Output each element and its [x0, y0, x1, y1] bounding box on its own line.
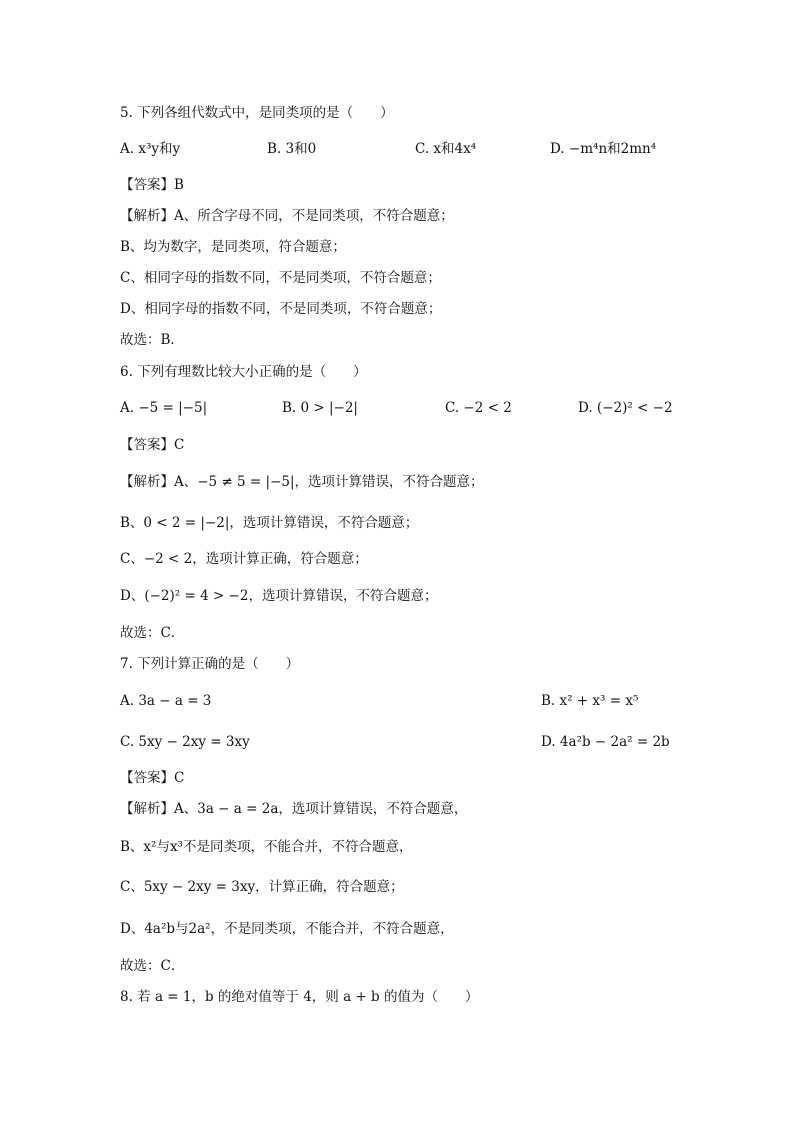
q5-option-c: C. x和4x⁴: [415, 141, 477, 157]
q7-option-c: C. 5xy − 2xy = 3xy: [120, 734, 250, 750]
q7-option-a: A. 3a − a = 3: [120, 693, 212, 709]
q7-stem: 7. 下列计算正确的是（ ）: [120, 656, 300, 672]
q5-analysis-d: D、相同字母的指数不同，不是同类项，不符合题意；: [120, 301, 442, 317]
q6-answer: 【答案】C: [120, 437, 185, 453]
q6-option-b: B. 0 > |−2|: [282, 400, 358, 416]
q5-conclusion: 故选：B．: [120, 332, 184, 348]
q7-answer: 【答案】C: [120, 770, 185, 786]
q5-analysis-b: B、均为数字，是同类项，符合题意；: [120, 239, 346, 255]
q7-analysis-d: D、4a²b与2a²，不是同类项，不能合并，不符合题意，: [120, 921, 454, 937]
q5-analysis-a: 【解析】A、所含字母不同，不是同类项，不符合题意；: [120, 208, 454, 224]
q6-stem: 6. 下列有理数比较大小正确的是（ ）: [120, 364, 367, 380]
q7-analysis-b: B、x²与x³不是同类项，不能合并，不符合题意，: [120, 839, 413, 855]
q6-option-a: A. −5 = |−5|: [120, 400, 208, 416]
q6-analysis-d: D、(−2)² = 4 > −2，选项计算错误，不符合题意；: [120, 588, 438, 604]
q7-conclusion: 故选：C．: [120, 958, 185, 974]
q7-option-b: B. x² + x³ = x⁵: [541, 693, 639, 709]
q5-option-a: A. x³y和y: [120, 141, 181, 157]
q5-answer: 【答案】B: [120, 177, 184, 193]
q6-option-d: D. (−2)² < −2: [578, 400, 673, 416]
q5-analysis-c: C、相同字母的指数不同，不是同类项，不符合题意；: [120, 270, 441, 286]
q6-conclusion: 故选：C．: [120, 625, 185, 641]
q6-analysis-c: C、−2 < 2，选项计算正确，符合题意；: [120, 551, 368, 567]
q5-option-b: B. 3和0: [267, 141, 317, 157]
q8-stem: 8. 若 a = 1，b 的绝对值等于 4，则 a + b 的值为（ ）: [120, 989, 479, 1005]
q6-analysis-b: B、0 < 2 = |−2|，选项计算错误，不符合题意；: [120, 515, 419, 531]
q5-stem: 5. 下列各组代数式中，是同类项的是（ ）: [120, 105, 394, 121]
q7-option-d: D. 4a²b − 2a² = 2b: [541, 734, 670, 750]
q6-analysis-a: 【解析】A、−5 ≠ 5 = |−5|，选项计算错误，不符合题意；: [120, 474, 484, 490]
q5-option-d: D. −m⁴n和2mn⁴: [550, 141, 657, 157]
q7-analysis-a: 【解析】A、3a − a = 2a，选项计算错误，不符合题意，: [120, 801, 468, 817]
q7-analysis-c: C、5xy − 2xy = 3xy，计算正确，符合题意；: [120, 879, 404, 895]
q6-option-c: C. −2 < 2: [445, 400, 512, 416]
